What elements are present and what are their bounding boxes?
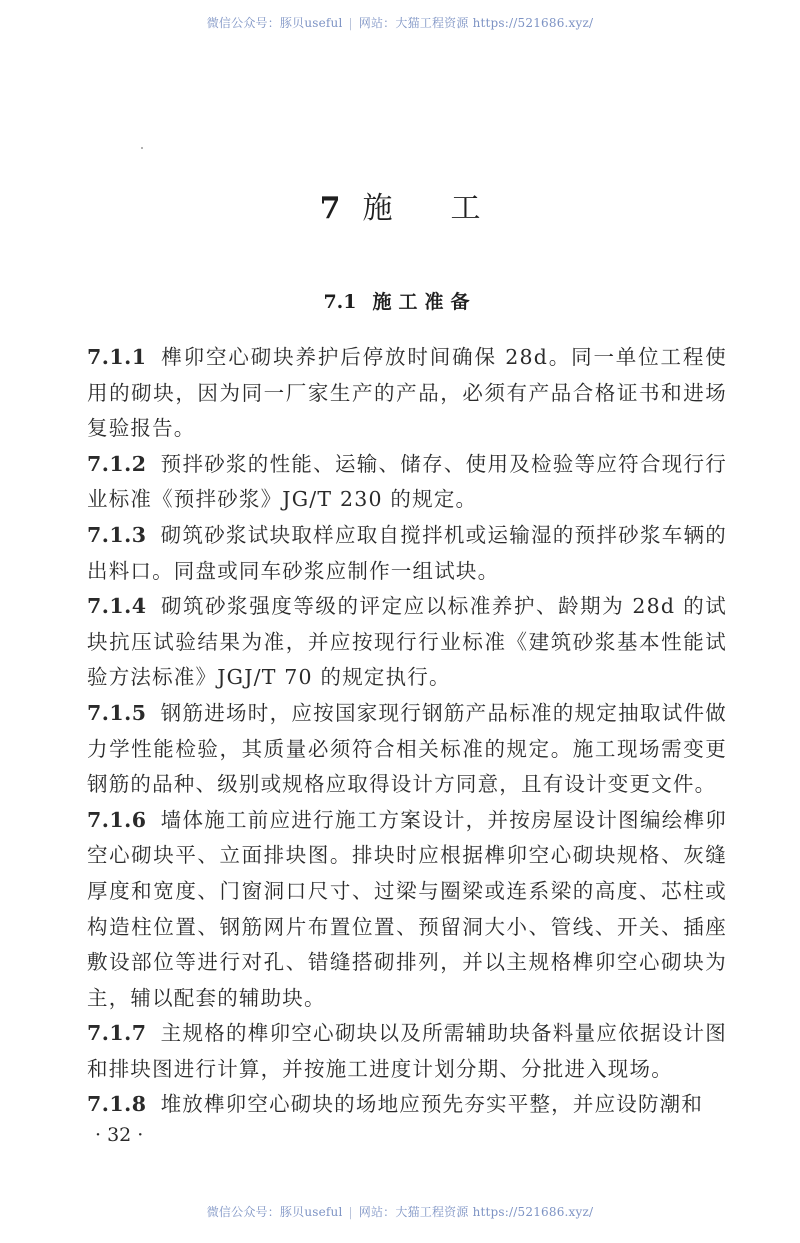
watermark-separator: | [348,1205,353,1219]
scan-speck [141,147,143,149]
clause-text: 墙体施工前应进行施工方案设计，并按房屋设计图编绘榫卯空心砌块平、立面排块图。排块时应根据榫卯空心砌块规格、灰缝厚度和宽度、门窗洞口尺寸、过梁与圈梁或连系梁的高度、芯柱或构造柱位置、钢筋网片布置位置、预留洞大小、管线、开关、插座敷设部位等进行对孔、错缝搭砌排列，并以主规格榫卯空心砌块为主，辅以配套的辅助块。 [87,807,727,1010]
chapter-title-part1: 施 [362,191,393,226]
watermark-site: 网站：大猫工程资源 https://521686.xyz/ [358,16,594,30]
clause [87,803,727,1017]
body-text [87,340,727,1123]
clause-text: 砌筑砂浆试块取样应取自搅拌机或运输湿的预拌砂浆车辆的出料口。同盘或同车砂浆应制作一组试块。 [87,522,727,583]
clause-number: 7.1.8 [87,1092,147,1117]
watermark-wechat: 微信公众号：豚贝useful [206,16,343,30]
chapter-number: 7 [319,191,341,226]
clause [87,447,727,518]
chapter-title [0,183,800,227]
section-title [0,287,800,314]
clause-number: 7.1.2 [87,451,147,476]
clause [87,1016,727,1087]
watermark-top [0,14,800,31]
watermark-site: 网站：大猫工程资源 https://521686.xyz/ [358,1205,594,1219]
clause-text: 主规格的榫卯空心砌块以及所需辅助块备料量应依据设计图和排块图进行计算，并按施工进度计划分期、分批进入现场。 [87,1021,727,1081]
page-number: · 32 · [95,1124,144,1146]
clause-text: 堆放榫卯空心砌块的场地应预先夯实平整，并应设防潮和 [160,1092,704,1117]
clause-text: 钢筋进场时，应按国家现行钢筋产品标准的规定抽取试件做力学性能检验，其质量必须符合相关标准的规定。施工现场需变更钢筋的品种、级别或规格应取得设计方同意，且有设计变更文件。 [87,700,727,797]
clause-text: 预拌砂浆的性能、运输、储存、使用及检验等应符合现行行业标准《预拌砂浆》JG/T 230 的规定。 [87,451,727,512]
clause [87,340,727,447]
clause-text: 榫卯空心砌块养护后停放时间确保 28d。同一单位工程使用的砌块，因为同一厂家生产的产品，必须有产品合格证书和进场复验报告。 [87,345,727,441]
clause [87,696,727,803]
clause [87,518,727,589]
section-title-text: 施工准备 [372,291,477,313]
clause [87,1087,727,1123]
clause-number: 7.1.6 [87,807,147,832]
watermark-bottom [0,1203,800,1220]
clause [87,589,727,696]
clause-number: 7.1.4 [87,594,147,619]
clause-number: 7.1.1 [87,345,147,369]
clause-number: 7.1.5 [87,700,147,725]
section-number: 7.1 [323,291,357,313]
clause-number: 7.1.3 [87,522,147,547]
chapter-title-part2: 工 [450,191,481,226]
clause-number: 7.1.7 [87,1021,147,1046]
watermark-separator: | [348,16,353,30]
watermark-wechat: 微信公众号：豚贝useful [206,1205,343,1219]
clause-text: 砌筑砂浆强度等级的评定应以标准养护、龄期为 28d 的试块抗压试验结果为准，并应按现行行业标准《建筑砂浆基本性能试验方法标准》JGJ/T 70 的规定执行。 [87,594,727,690]
